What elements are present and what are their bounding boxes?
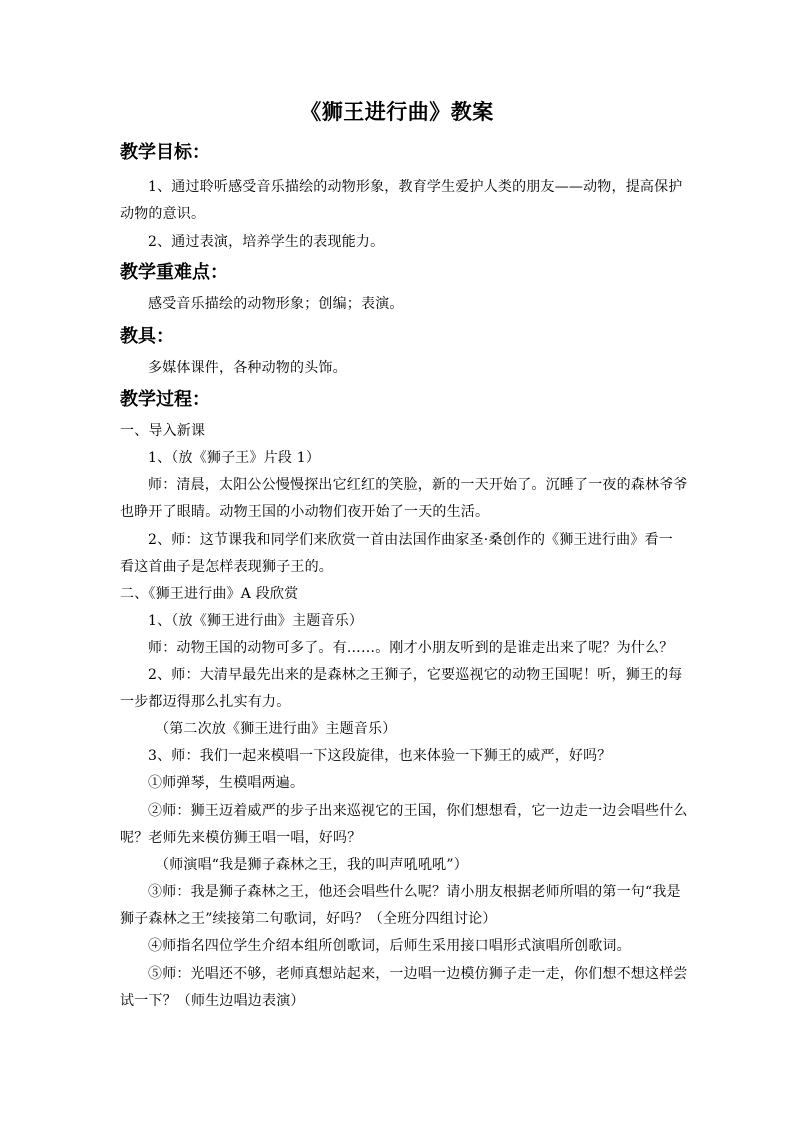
section-2-step-1: ①师弹琴，生模唱两遍。 — [148, 775, 305, 791]
page-title: 《狮王进行曲》教案 — [300, 99, 494, 124]
section-2-item-2-line-2: 一步都迈得那么扎实有力。 — [120, 694, 291, 710]
section-2-item-1: 1、（放《狮王进行曲》主题音乐） — [148, 613, 364, 629]
heading-goals: 教学目标： — [120, 142, 210, 163]
section-1-item-2-line-1: 2、师：这节课我和同学们来欣赏一首由法国作曲家圣·桑创作的《狮王进行曲》看一 — [148, 532, 673, 548]
section-2-heading: 二、《狮王进行曲》A 段欣赏 — [120, 586, 299, 602]
goal-2: 2、通过表演，培养学生的表现能力。 — [148, 234, 385, 250]
section-2-step-3-line-1: ③师：我是狮子森林之王，他还会唱些什么呢？请小朋友根据老师所唱的第一句“我是 — [148, 884, 681, 900]
section-2-step-3-line-2: 狮子森林之王”续接第二句歌词，好吗？（全班分四组讨论） — [120, 911, 497, 927]
section-1-para-1-line-2: 也睁开了眼睛。动物王国的小动物们夜开始了一天的生活。 — [120, 504, 490, 520]
goal-1-line-2: 动物的意识。 — [120, 206, 206, 222]
section-2-item-3: 3、师：我们一起来模唱一下这段旋律，也来体验一下狮王的威严，好吗？ — [148, 748, 612, 764]
section-1-para-1-line-1: 师：清晨，太阳公公慢慢探出它红红的笑脸，新的一天开始了。沉睡了一夜的森林爷爷 — [148, 477, 688, 493]
section-2-dialogue-1: 师：动物王国的动物可多了。有……。刚才小朋友听到的是谁走出来了呢？为什么？ — [148, 640, 674, 656]
section-2-step-5-line-2: 试一下？（师生边唱边表演） — [120, 993, 305, 1009]
section-2-item-2-line-1: 2、师：大清早最先出来的是森林之王狮子，它要巡视它的动物王国呢！听，狮王的每 — [148, 667, 683, 683]
section-2-note-2: （师演唱“我是狮子森林之王，我的叫声吼吼吼”） — [155, 857, 468, 873]
section-2-note-1: （第二次放《狮王进行曲》主题音乐） — [155, 721, 397, 737]
section-2-step-2-line-1: ②师：狮王迈着威严的步子出来巡视它的王国，你们想想看，它一边走一边会唱些什么 — [148, 803, 688, 819]
heading-process: 教学过程： — [120, 389, 210, 410]
tools-text: 多媒体课件，各种动物的头饰。 — [148, 360, 347, 376]
section-2-step-4: ④师指名四位学生介绍本组所创歌词，后师生采用接口唱形式演唱所创歌词。 — [148, 938, 631, 954]
section-2-step-2-line-2: 呢？老师先来模仿狮王唱一唱，好吗？ — [120, 830, 362, 846]
keypoints-text: 感受音乐描绘的动物形象；创编；表演。 — [148, 296, 404, 312]
heading-tools: 教具： — [120, 326, 174, 347]
section-1-item-1: 1、（放《狮子王》片段 1） — [148, 450, 321, 466]
section-1-item-2-line-2: 看这首曲子是怎样表现狮子王的。 — [120, 559, 333, 575]
goal-1-line-1: 1、通过聆听感受音乐描绘的动物形象，教育学生爱护人类的朋友——动物，提高保护 — [148, 179, 683, 195]
section-1-heading: 一、导入新课 — [120, 423, 206, 439]
heading-keypoints: 教学重难点： — [120, 262, 228, 283]
section-2-step-5-line-1: ⑤师：光唱还不够，老师真想站起来，一边唱一边模仿狮子走一走，你们想不想这样尝 — [148, 966, 688, 982]
